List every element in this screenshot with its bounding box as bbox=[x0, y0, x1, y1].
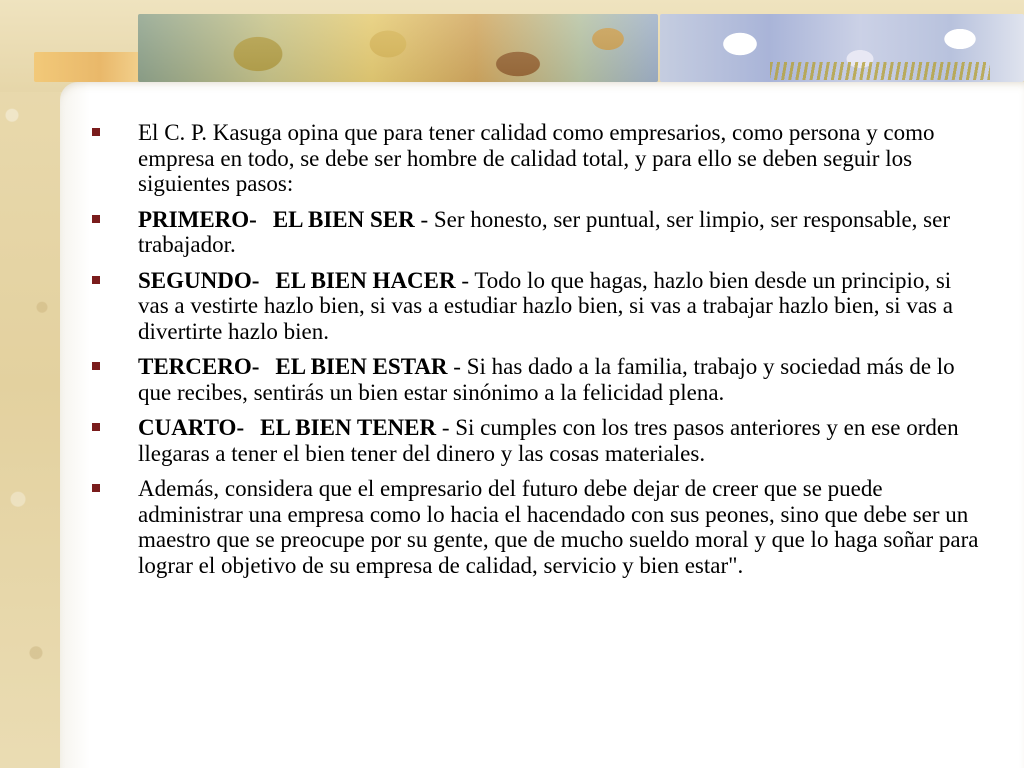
bullet-intro bbox=[80, 120, 980, 197]
bullet-text: - Si cumples con los tres pasos anteriores y en ese orden llegaras a tener el bien tener del dinero y las cosas materiales. bbox=[138, 415, 959, 466]
bullet-text: - Todo lo que hagas, hazlo bien desde un principio, si vas a vestirte hazlo bien, si vas a estudiar hazlo bien, si vas a trabajar hazlo bien, si vas a divertirte hazlo bien. bbox=[138, 267, 953, 344]
bullet-heading: EL BIEN ESTAR bbox=[275, 354, 448, 379]
bullet-text: - Ser honesto, ser puntual, ser limpio, ser responsable, ser trabajador. bbox=[138, 206, 951, 257]
banner-strip-left bbox=[34, 52, 144, 82]
bullet-primero bbox=[80, 207, 980, 258]
bullet-segundo bbox=[80, 268, 980, 345]
bullet-lead: SEGUNDO- bbox=[138, 267, 260, 293]
bullet-cuarto bbox=[80, 415, 980, 466]
bullet-lead: PRIMERO- bbox=[138, 206, 257, 232]
square-bullet-icon bbox=[92, 128, 100, 136]
square-bullet-icon bbox=[92, 484, 100, 492]
bullet-text: El C. P. Kasuga opina que para tener calidad como empresarios, como persona y como empresa en todo, se debe ser hombre de calidad total, y para ello se deben seguir los siguientes pasos: bbox=[138, 120, 935, 196]
bullet-heading: EL BIEN HACER bbox=[275, 267, 456, 293]
parchment-left-border bbox=[0, 0, 60, 768]
bullet-text: Además, considera que el empresario del futuro debe dejar de creer que se puede administrar una empresa como lo hacia el hacendado con sus peones, sino que debe ser un maestro que se preocupe por su gente, que de mucho sueldo moral y que lo haga soñar para lograr el objetivo de su empresa de calidad, servicio y bien estar". bbox=[138, 476, 979, 578]
square-bullet-icon bbox=[92, 215, 100, 223]
square-bullet-icon bbox=[92, 362, 100, 370]
bullet-text: - Si has dado a la familia, trabajo y sociedad más de lo que recibes, sentirás un bien estar sinónimo a la felicidad plena. bbox=[138, 354, 955, 405]
bullet-lead: CUARTO- bbox=[138, 415, 245, 440]
bullet-list bbox=[80, 120, 980, 588]
bullet-ademas bbox=[80, 476, 980, 578]
decorative-header-banner bbox=[0, 0, 1024, 92]
banner-strip-leaves bbox=[138, 14, 658, 82]
bullet-heading: EL BIEN TENER bbox=[260, 415, 437, 440]
square-bullet-icon bbox=[92, 423, 100, 431]
bullet-lead: TERCERO- bbox=[138, 354, 260, 379]
banner-strip-flowers bbox=[660, 14, 1024, 82]
square-bullet-icon bbox=[92, 276, 100, 284]
bullet-tercero bbox=[80, 354, 980, 405]
bullet-heading: EL BIEN SER bbox=[272, 206, 415, 232]
